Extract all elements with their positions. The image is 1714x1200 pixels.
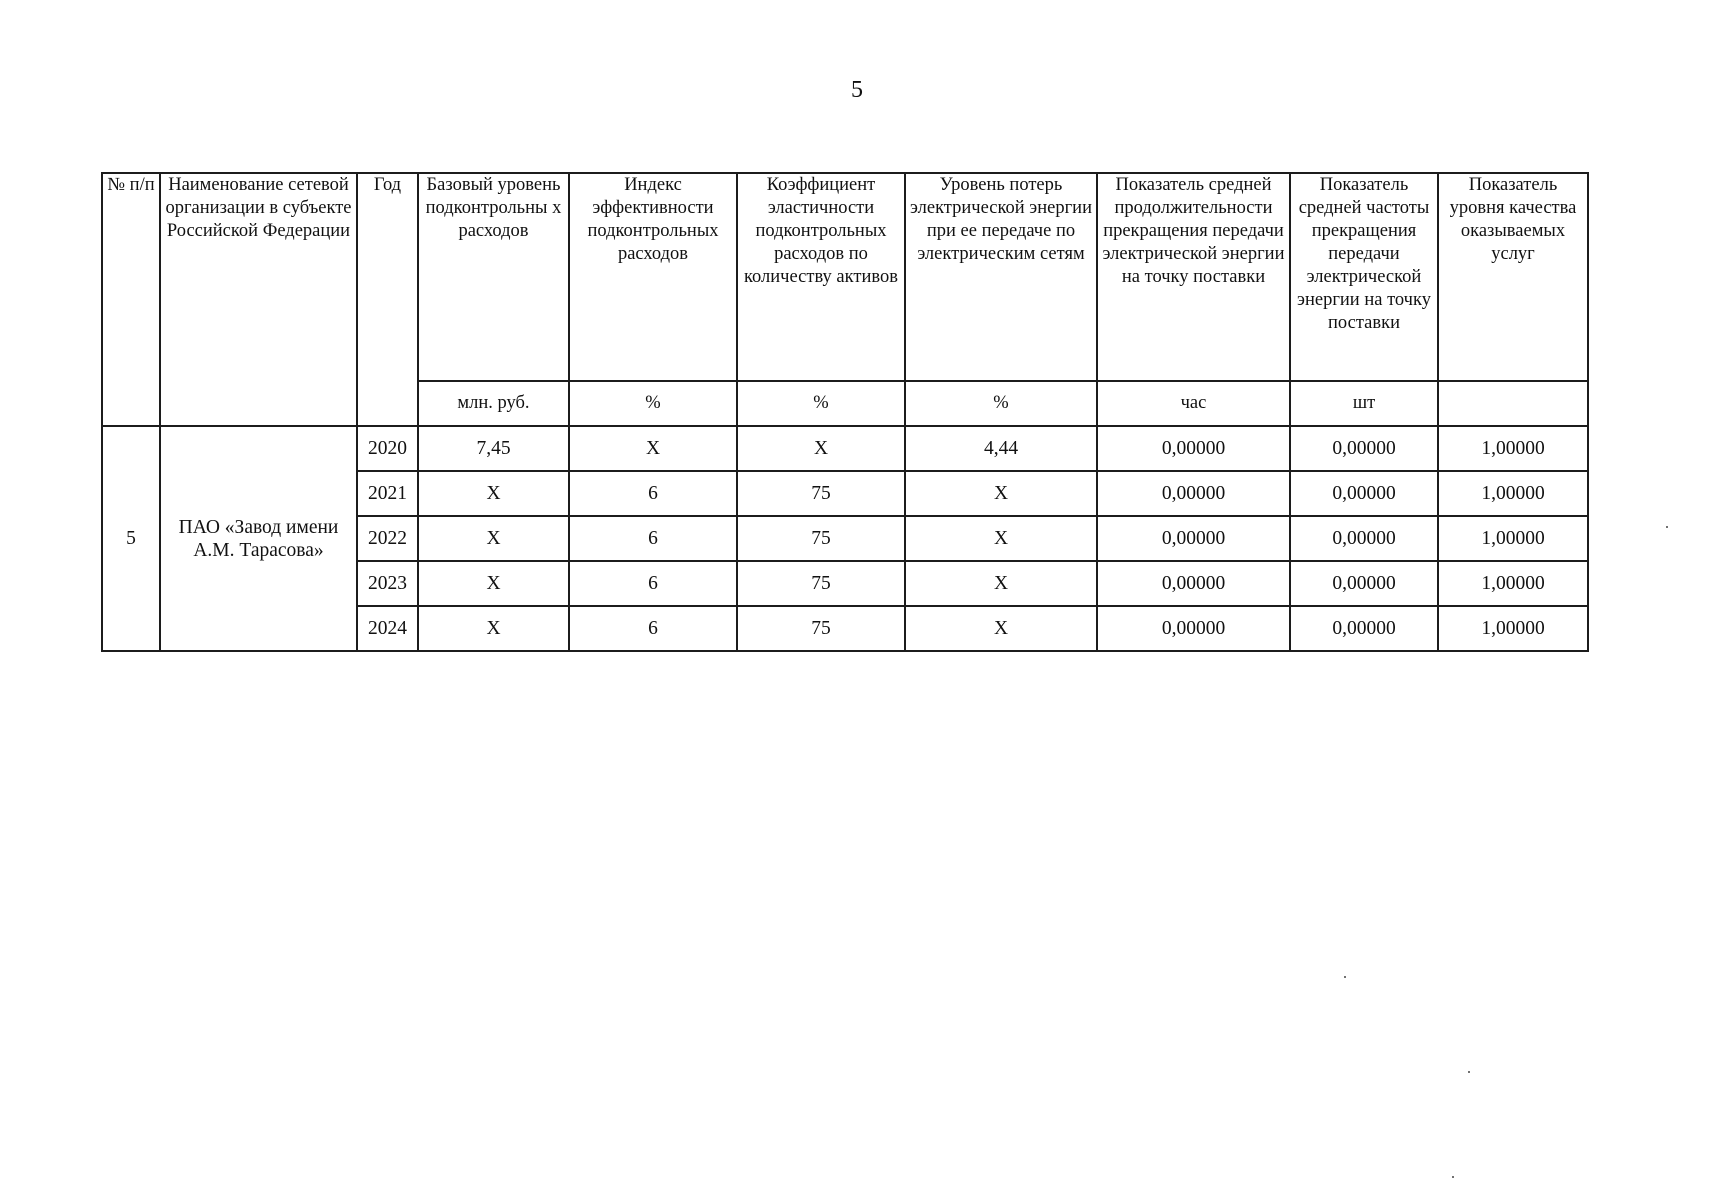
cell-efficiency-index: 6 [569,606,737,651]
header-service-quality: Показатель уровня качества оказываемых услуг [1438,173,1588,381]
unit-avg-duration: час [1097,381,1290,426]
cell-elasticity-coef: 75 [737,471,905,516]
cell-service-quality: 1,00000 [1438,426,1588,471]
entry-org-name: ПАО «Завод имени А.М. Тарасова» [160,426,357,651]
cell-efficiency-index: 6 [569,561,737,606]
cell-loss-level: X [905,561,1097,606]
header-base-level: Базовый уровень подконтрольны х расходов [418,173,569,381]
cell-avg-frequency: 0,00000 [1290,426,1438,471]
cell-base-level: X [418,516,569,561]
unit-efficiency-index: % [569,381,737,426]
page-number: 5 [851,77,863,103]
cell-service-quality: 1,00000 [1438,516,1588,561]
cell-avg-duration: 0,00000 [1097,561,1290,606]
cell-efficiency-index: 6 [569,516,737,561]
cell-base-level: 7,45 [418,426,569,471]
cell-elasticity-coef: X [737,426,905,471]
cell-avg-frequency: 0,00000 [1290,561,1438,606]
unit-base-level: млн. руб. [418,381,569,426]
cell-loss-level: X [905,606,1097,651]
cell-avg-duration: 0,00000 [1097,516,1290,561]
header-avg-duration: Показатель средней продолжительности прекращения передачи электрической энергии на точку поставки [1097,173,1290,381]
unit-elasticity-coef: % [737,381,905,426]
cell-loss-level: X [905,516,1097,561]
cell-year: 2021 [357,471,418,516]
cell-loss-level: X [905,471,1097,516]
unit-avg-frequency: шт [1290,381,1438,426]
cell-base-level: X [418,606,569,651]
table-row [102,426,1588,471]
cell-year: 2024 [357,606,418,651]
cell-avg-frequency: 0,00000 [1290,471,1438,516]
cell-efficiency-index: 6 [569,471,737,516]
cell-efficiency-index: X [569,426,737,471]
cell-base-level: X [418,561,569,606]
header-num: № п/п [102,173,160,426]
header-row [102,173,1588,381]
header-loss-level: Уровень потерь электрической энергии при ее передаче по электрическим сетям [905,173,1097,381]
cell-avg-duration: 0,00000 [1097,606,1290,651]
cell-avg-frequency: 0,00000 [1290,606,1438,651]
unit-loss-level: % [905,381,1097,426]
cell-year: 2022 [357,516,418,561]
cell-avg-frequency: 0,00000 [1290,516,1438,561]
indicators-table [101,172,1589,652]
header-avg-frequency: Показатель средней частоты прекращения передачи электрической энергии на точку поставки [1290,173,1438,381]
cell-year: 2020 [357,426,418,471]
cell-service-quality: 1,00000 [1438,471,1588,516]
cell-base-level: X [418,471,569,516]
cell-elasticity-coef: 75 [737,516,905,561]
header-org: Наименование сетевой организации в субъекте Российской Федерации [160,173,357,426]
header-efficiency-index: Индекс эффективности подконтрольных расходов [569,173,737,381]
scan-speck [1452,1176,1454,1178]
cell-elasticity-coef: 75 [737,606,905,651]
cell-service-quality: 1,00000 [1438,561,1588,606]
cell-loss-level: 4,44 [905,426,1097,471]
cell-service-quality: 1,00000 [1438,606,1588,651]
scan-speck [1666,526,1668,528]
scan-speck [1344,976,1346,978]
cell-elasticity-coef: 75 [737,561,905,606]
cell-year: 2023 [357,561,418,606]
header-elasticity-coef: Коэффициент эластичности подконтрольных расходов по количеству активов [737,173,905,381]
cell-avg-duration: 0,00000 [1097,471,1290,516]
header-year: Год [357,173,418,426]
scan-speck [1468,1071,1470,1073]
entry-number: 5 [102,426,160,651]
cell-avg-duration: 0,00000 [1097,426,1290,471]
unit-service-quality [1438,381,1588,426]
